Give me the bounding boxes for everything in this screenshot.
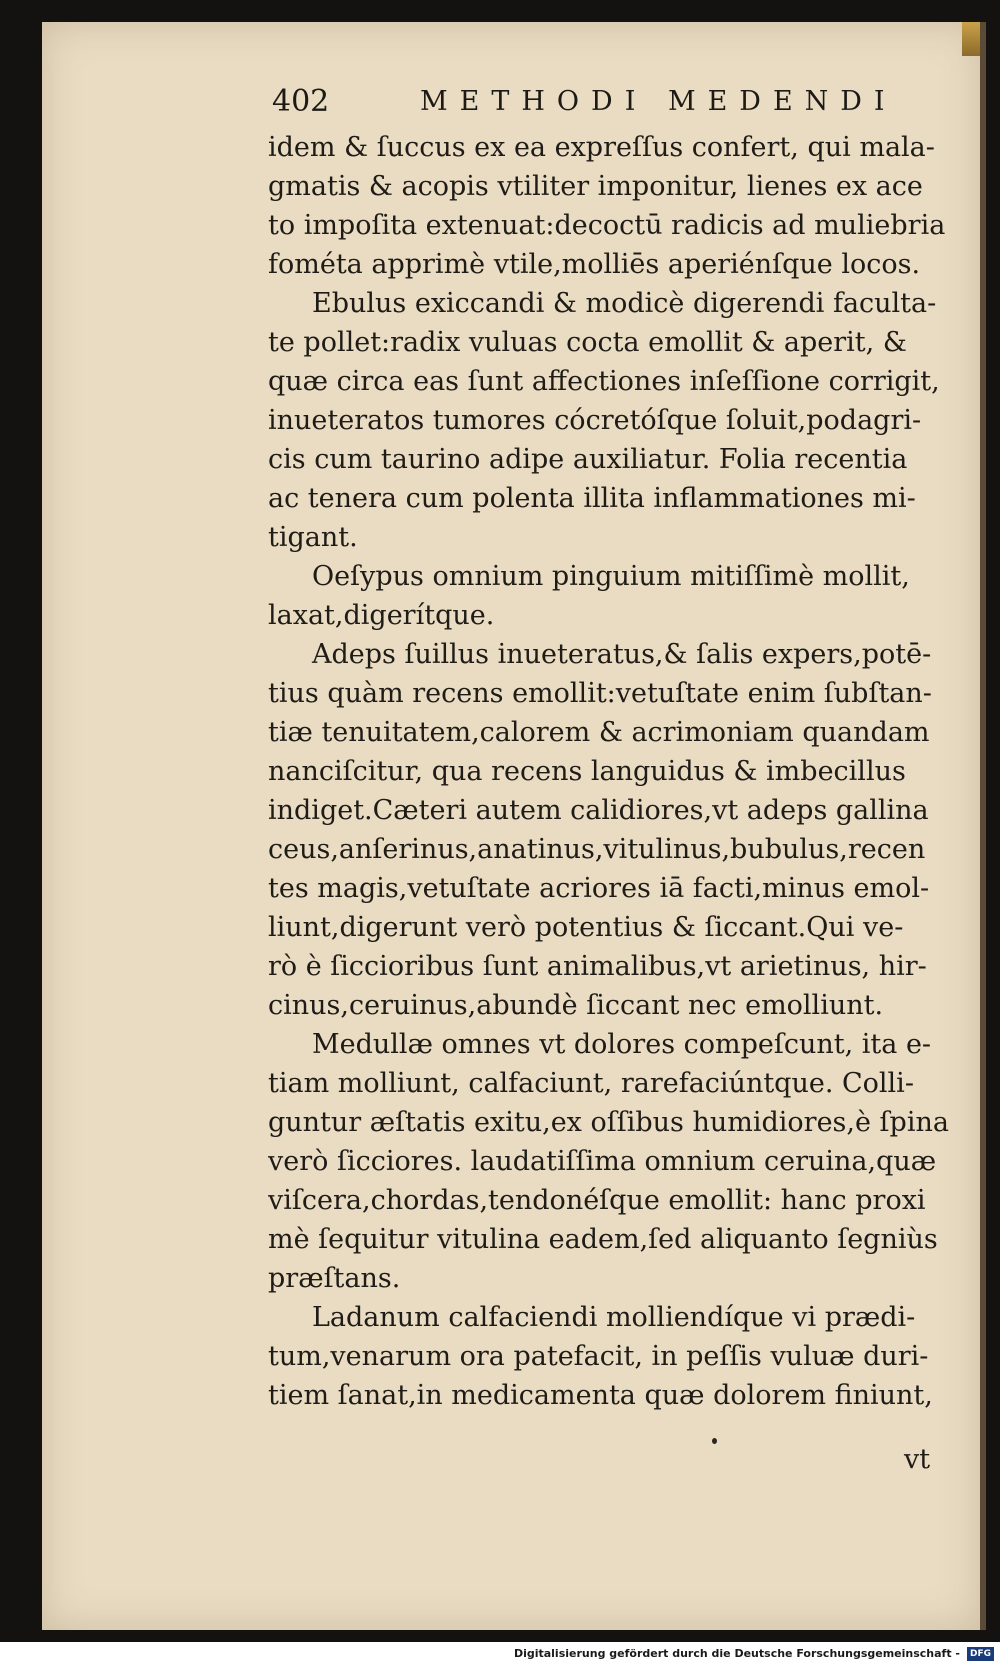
text-line: indiget.Cæteri autem calidiores,vt adeps gallina [268, 795, 929, 826]
text-line: rò è ſiccioribus ſunt animalibus,vt arietinus, hir- [268, 951, 927, 982]
text-line: tiem ſanat,in medicamenta quæ dolorem finiunt, [268, 1380, 933, 1411]
text-line: idem & ſuccus ex ea expreſſus confert, qui mala- [268, 132, 935, 163]
text-line: verò ſicciores. laudatiſſima omnium ceruina,quæ [268, 1146, 937, 1177]
text-line: cis cum taurino adipe auxiliatur. Folia recentia [268, 444, 908, 475]
text-line: ceus,anſerinus,anatinus,vitulinus,bubulus,recen [268, 834, 926, 865]
text-line: fométa apprimè vtile,molliēs aperiénſque locos. [268, 249, 921, 280]
text-line: cinus,ceruinus,abundè ſiccant nec emolliunt. [268, 990, 884, 1021]
text-line: viſcera,chordas,tendonéſque emollit: hanc proxi [268, 1185, 926, 1216]
gilt-edge-corner [962, 22, 980, 56]
text-line: mè ſequitur vitulina eadem,ſed aliquanto ſegniùs [268, 1224, 938, 1255]
text-line: ac tenera cum polenta illita inflammationes mi- [268, 483, 916, 514]
paragraph-first-line: Oeſypus omnium pinguium mitiſſimè mollit, [312, 561, 910, 592]
text-line: to impoſita extenuat:decoctū radicis ad muliebria [268, 210, 946, 241]
catchword: vt [904, 1444, 931, 1475]
digitization-footer [0, 1642, 1000, 1670]
funding-credit: Digitalisierung gefördert durch die Deutsche Forschungsgemeinschaft - [513, 1647, 960, 1660]
text-line: quæ circa eas ſunt affectiones inſeſſione corrigit, [268, 366, 940, 397]
dfg-logo: DFG [967, 1647, 994, 1661]
text-line: gmatis & acopis vtiliter imponitur, lienes ex ace [268, 171, 923, 202]
text-line: præſtans. [268, 1263, 401, 1294]
text-line: te pollet:radix vuluas cocta emollit & aperit, & [268, 327, 907, 358]
paragraph-first-line: Ebulus exiccandi & modicè digerendi faculta- [312, 288, 937, 319]
paragraph-first-line: Adeps ſuillus inueteratus,& ſalis expers,potē- [312, 639, 932, 670]
paragraph-first-line: Medullæ omnes vt dolores compeſcunt, ita e- [312, 1029, 932, 1060]
text-line: tum,venarum ora patefacit, in peſſis vuluæ duri- [268, 1341, 929, 1372]
text-line: tigant. [268, 522, 358, 553]
running-title: METHODI MEDENDI [420, 86, 897, 117]
text-line: tes magis,vetuſtate acriores iā facti,minus emol- [268, 873, 930, 904]
text-line: tiam molliunt, calfaciunt, rarefaciúntque. Colli- [268, 1068, 914, 1099]
text-line: nanciſcitur, qua recens languidus & imbecillus [268, 756, 906, 787]
running-head [272, 84, 912, 124]
page-number: 402 [272, 84, 330, 119]
text-line: tius quàm recens emollit:vetuſtate enim ſubſtan- [268, 678, 932, 709]
text-line: guntur æſtatis exitu,ex oſſibus humidiores,è ſpina [268, 1107, 949, 1138]
body-text [268, 128, 958, 1415]
text-line: laxat,digerítque. [268, 600, 495, 631]
text-line: inueteratos tumores cócretóſque ſoluit,podagri- [268, 405, 922, 436]
paragraph-first-line: Ladanum calfaciendi molliendíque vi prædi- [312, 1302, 916, 1333]
text-line: tiæ tenuitatem,calorem & acrimoniam quandam [268, 717, 930, 748]
text-line: liunt,digerunt verò potentius & ſiccant.Qui ve- [268, 912, 904, 943]
ink-speck [712, 1438, 717, 1444]
